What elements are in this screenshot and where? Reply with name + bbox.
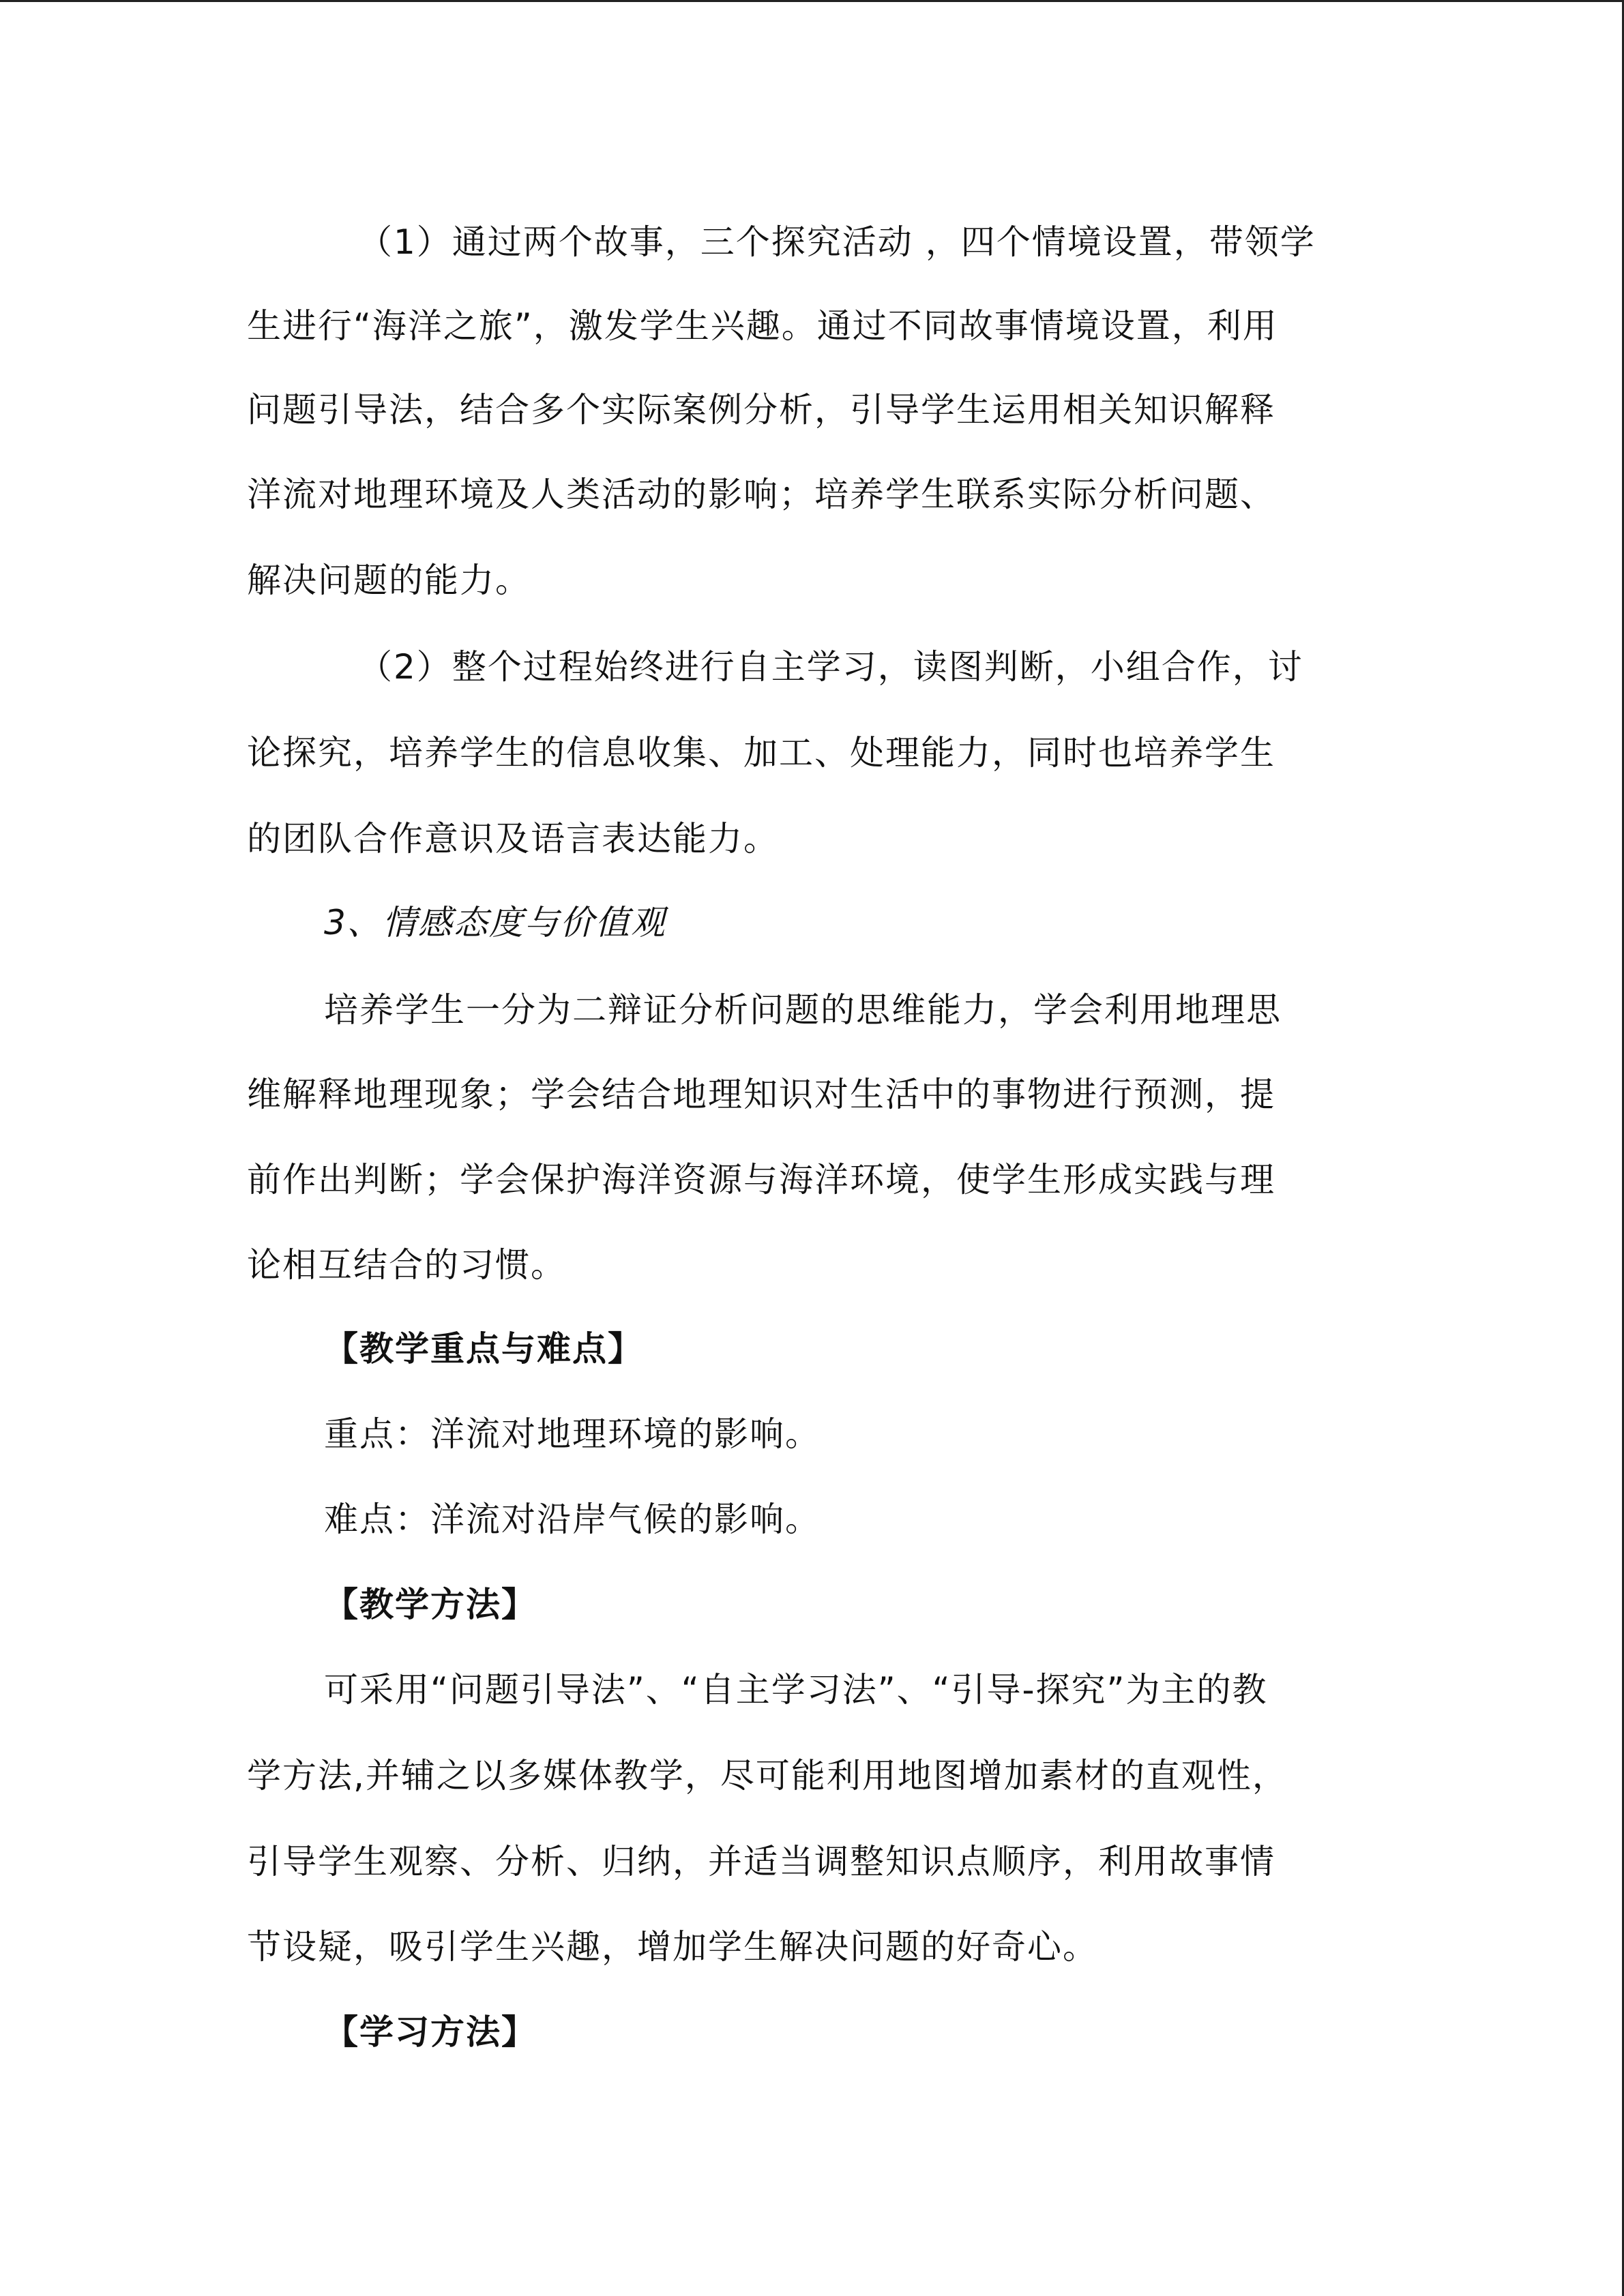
paragraph-line: 节设疑，吸引学生兴趣，增加学生解决问题的好奇心。 — [247, 1927, 1098, 1967]
section-heading: 【教学方法】 — [324, 1584, 537, 1624]
paragraph-line: 的团队合作意识及语言表达能力。 — [247, 819, 779, 859]
paragraph-line: 前作出判断；学会保护海洋资源与海洋环境，使学生形成实践与理 — [247, 1160, 1275, 1199]
paragraph-line: 学方法,并辅之以多媒体教学，尽可能利用地图增加素材的直观性， — [247, 1756, 1288, 1795]
paragraph-line: 培养学生一分为二辩证分析问题的思维能力，学会利用地理思 — [324, 990, 1282, 1030]
paragraph-line: 重点：洋流对地理环境的影响。 — [324, 1414, 821, 1454]
paragraph-line: （2）整个过程始终进行自主学习，读图判断，小组合作，讨 — [358, 647, 1303, 687]
paragraph-line: 可采用“问题引导法”、“自主学习法”、“引导-探究”为主的教 — [324, 1670, 1268, 1710]
paragraph-line: 解决问题的能力。 — [247, 561, 531, 600]
paragraph-line: 维解释地理现象；学会结合地理知识对生活中的事物进行预测，提 — [247, 1075, 1275, 1114]
paragraph-line: 引导学生观察、分析、归纳，并适当调整知识点顺序，利用故事情 — [247, 1842, 1275, 1881]
section-heading: 【学习方法】 — [324, 2012, 537, 2052]
paragraph-line: 洋流对地理环境及人类活动的影响；培养学生联系实际分析问题、 — [247, 475, 1275, 514]
section-heading: 3、情感态度与价值观 — [324, 903, 666, 942]
paragraph-line: 问题引导法，结合多个实际案例分析，引导学生运用相关知识解释 — [247, 390, 1275, 430]
paragraph-line: 论探究，培养学生的信息收集、加工、处理能力，同时也培养学生 — [247, 733, 1275, 773]
section-heading: 【教学重点与难点】 — [324, 1328, 643, 1369]
paragraph-line: （1）通过两个故事，三个探究活动 ，四个情境设置，带领学 — [358, 222, 1316, 262]
paragraph-line: 难点：洋流对沿岸气候的影响。 — [324, 1500, 821, 1539]
paragraph-line: 生进行“海洋之旅”，激发学生兴趣。通过不同故事情境设置，利用 — [247, 306, 1278, 346]
paragraph-line: 论相互结合的习惯。 — [247, 1245, 566, 1285]
